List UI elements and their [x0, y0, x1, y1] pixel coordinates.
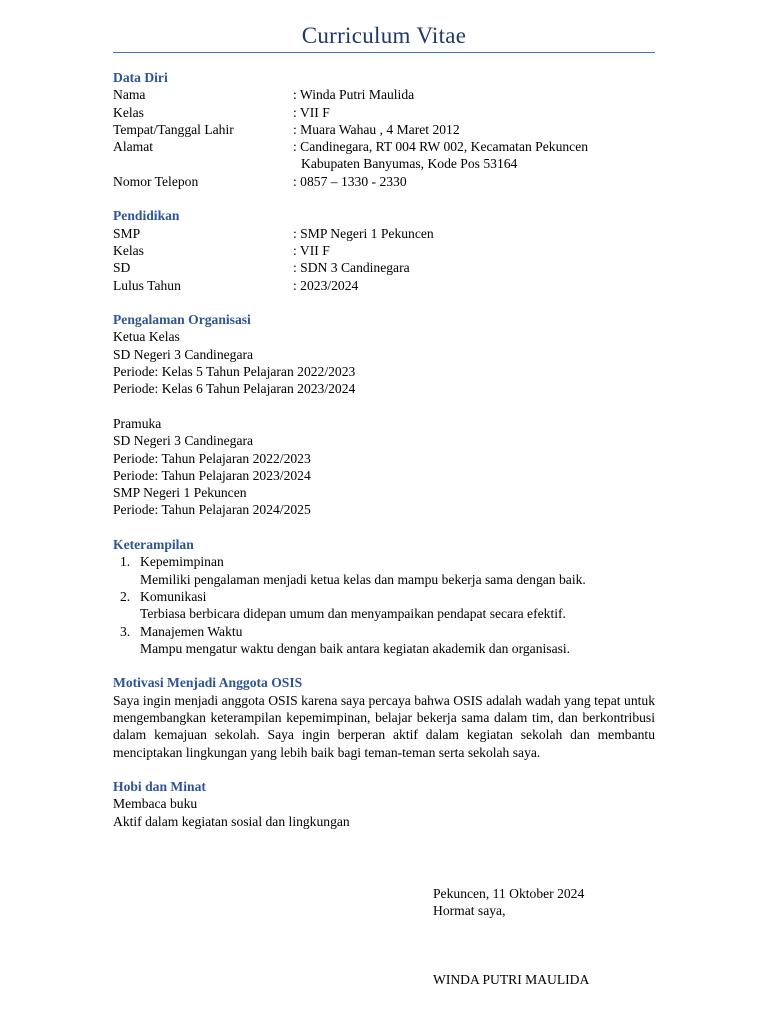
- info-row: [113, 259, 655, 276]
- info-value: : 2023/2024: [293, 277, 359, 293]
- org-line: Pramuka: [113, 415, 162, 431]
- info-label: SD: [113, 260, 131, 276]
- skill-title: Manajemen Waktu: [140, 623, 243, 639]
- info-row: [113, 173, 655, 190]
- org-line: Periode: Tahun Pelajaran 2023/2024: [113, 467, 311, 483]
- skill-description: Memiliki pengalaman menjadi ketua kelas dan mampu bekerja sama dengan baik.: [140, 571, 586, 587]
- info-value: : Muara Wahau , 4 Maret 2012: [293, 121, 460, 137]
- info-row: [113, 225, 655, 242]
- info-label: Tempat/Tanggal Lahir: [113, 121, 234, 137]
- list-item: [113, 553, 655, 588]
- section-heading-keterampilan: Keterampilan: [113, 537, 194, 553]
- info-label: Lulus Tahun: [113, 277, 181, 293]
- page-title: Curriculum Vitae: [301, 23, 467, 48]
- section-heading-motivasi: Motivasi Menjadi Anggota OSIS: [113, 675, 303, 691]
- info-label: Kelas: [113, 104, 144, 120]
- org-line: Periode: Kelas 5 Tahun Pelajaran 2022/2023: [113, 364, 356, 380]
- info-value: : SDN 3 Candinegara: [293, 260, 410, 276]
- org-line: SMP Negeri 1 Pekuncen: [113, 485, 247, 501]
- info-value: : SMP Negeri 1 Pekuncen: [293, 225, 434, 241]
- section-heading-hobi: Hobi dan Minat: [113, 779, 206, 795]
- skills-list: [113, 553, 655, 657]
- section-heading-pendidikan: Pendidikan: [113, 208, 180, 224]
- motivation-paragraph: Saya ingin menjadi anggota OSIS karena saya percaya bahwa OSIS adalah wadah yang tepat untuk mengembangkan keterampilan kepemimpinan, belajar bekerja sama dalam tim, dan berkontribusi dalam kemajuan sekolah. Saya ingin berperan aktif dalam kegiatan sekolah dan membantu menciptakan lingkungan yang lebih baik bagi teman-teman serta sekolah saya.: [113, 692, 655, 760]
- org-line: SD Negeri 3 Candinegara: [113, 346, 254, 362]
- skill-description: Mampu mengatur waktu dengan baik antara kegiatan akademik dan organisasi.: [140, 640, 571, 656]
- org-line: Periode: Kelas 6 Tahun Pelajaran 2023/2024: [113, 381, 356, 397]
- address-line-2: Kabupaten Banyumas, Kode Pos 53164: [301, 156, 518, 172]
- info-label: Kelas: [113, 242, 144, 258]
- title-underline: [113, 52, 655, 53]
- info-row: [113, 104, 655, 121]
- cv-body: [113, 69, 655, 830]
- info-row: [113, 277, 655, 294]
- list-item: [113, 623, 655, 658]
- org-line: Ketua Kelas: [113, 329, 180, 345]
- skill-title: Komunikasi: [140, 588, 207, 604]
- list-number: 2.: [120, 588, 131, 604]
- info-value: : 0857 – 1330 - 2330: [293, 173, 407, 189]
- skill-title: Kepemimpinan: [140, 554, 224, 570]
- info-label: SMP: [113, 225, 141, 241]
- info-label: Nomor Telepon: [113, 173, 199, 189]
- info-row: [113, 242, 655, 259]
- list-number: 3.: [120, 623, 131, 639]
- info-value: : Winda Putri Maulida: [293, 87, 415, 103]
- skill-description: Terbiasa berbicara didepan umum dan menyampaikan pendapat secara efektif.: [140, 606, 566, 622]
- info-value: [293, 138, 655, 173]
- list-number: 1.: [120, 554, 131, 570]
- signature-place-date: Pekuncen, 11 Oktober 2024: [433, 886, 585, 901]
- info-row: [113, 138, 655, 173]
- info-row: [113, 86, 655, 103]
- info-row: [113, 121, 655, 138]
- address-line-1: : Candinegara, RT 004 RW 002, Kecamatan Pekuncen: [293, 139, 589, 155]
- section-heading-organisasi: Pengalaman Organisasi: [113, 312, 251, 328]
- hobby-item: Membaca buku: [113, 796, 198, 812]
- signature-block: [433, 885, 584, 920]
- hobby-item: Aktif dalam kegiatan sosial dan lingkungan: [113, 813, 350, 829]
- info-label: Nama: [113, 87, 146, 103]
- org-line: Periode: Tahun Pelajaran 2024/2025: [113, 502, 311, 518]
- list-item: [113, 588, 655, 623]
- signature-closing: Hormat saya,: [433, 903, 506, 919]
- org-line: Periode: Tahun Pelajaran 2022/2023: [113, 450, 311, 466]
- org-line: SD Negeri 3 Candinegara: [113, 433, 254, 449]
- info-label: Alamat: [113, 139, 154, 155]
- signature-name: WINDA PUTRI MAULIDA: [433, 972, 590, 987]
- info-value: : VII F: [293, 242, 330, 258]
- info-value: : VII F: [293, 104, 330, 120]
- section-heading-data-diri: Data Diri: [113, 70, 168, 85]
